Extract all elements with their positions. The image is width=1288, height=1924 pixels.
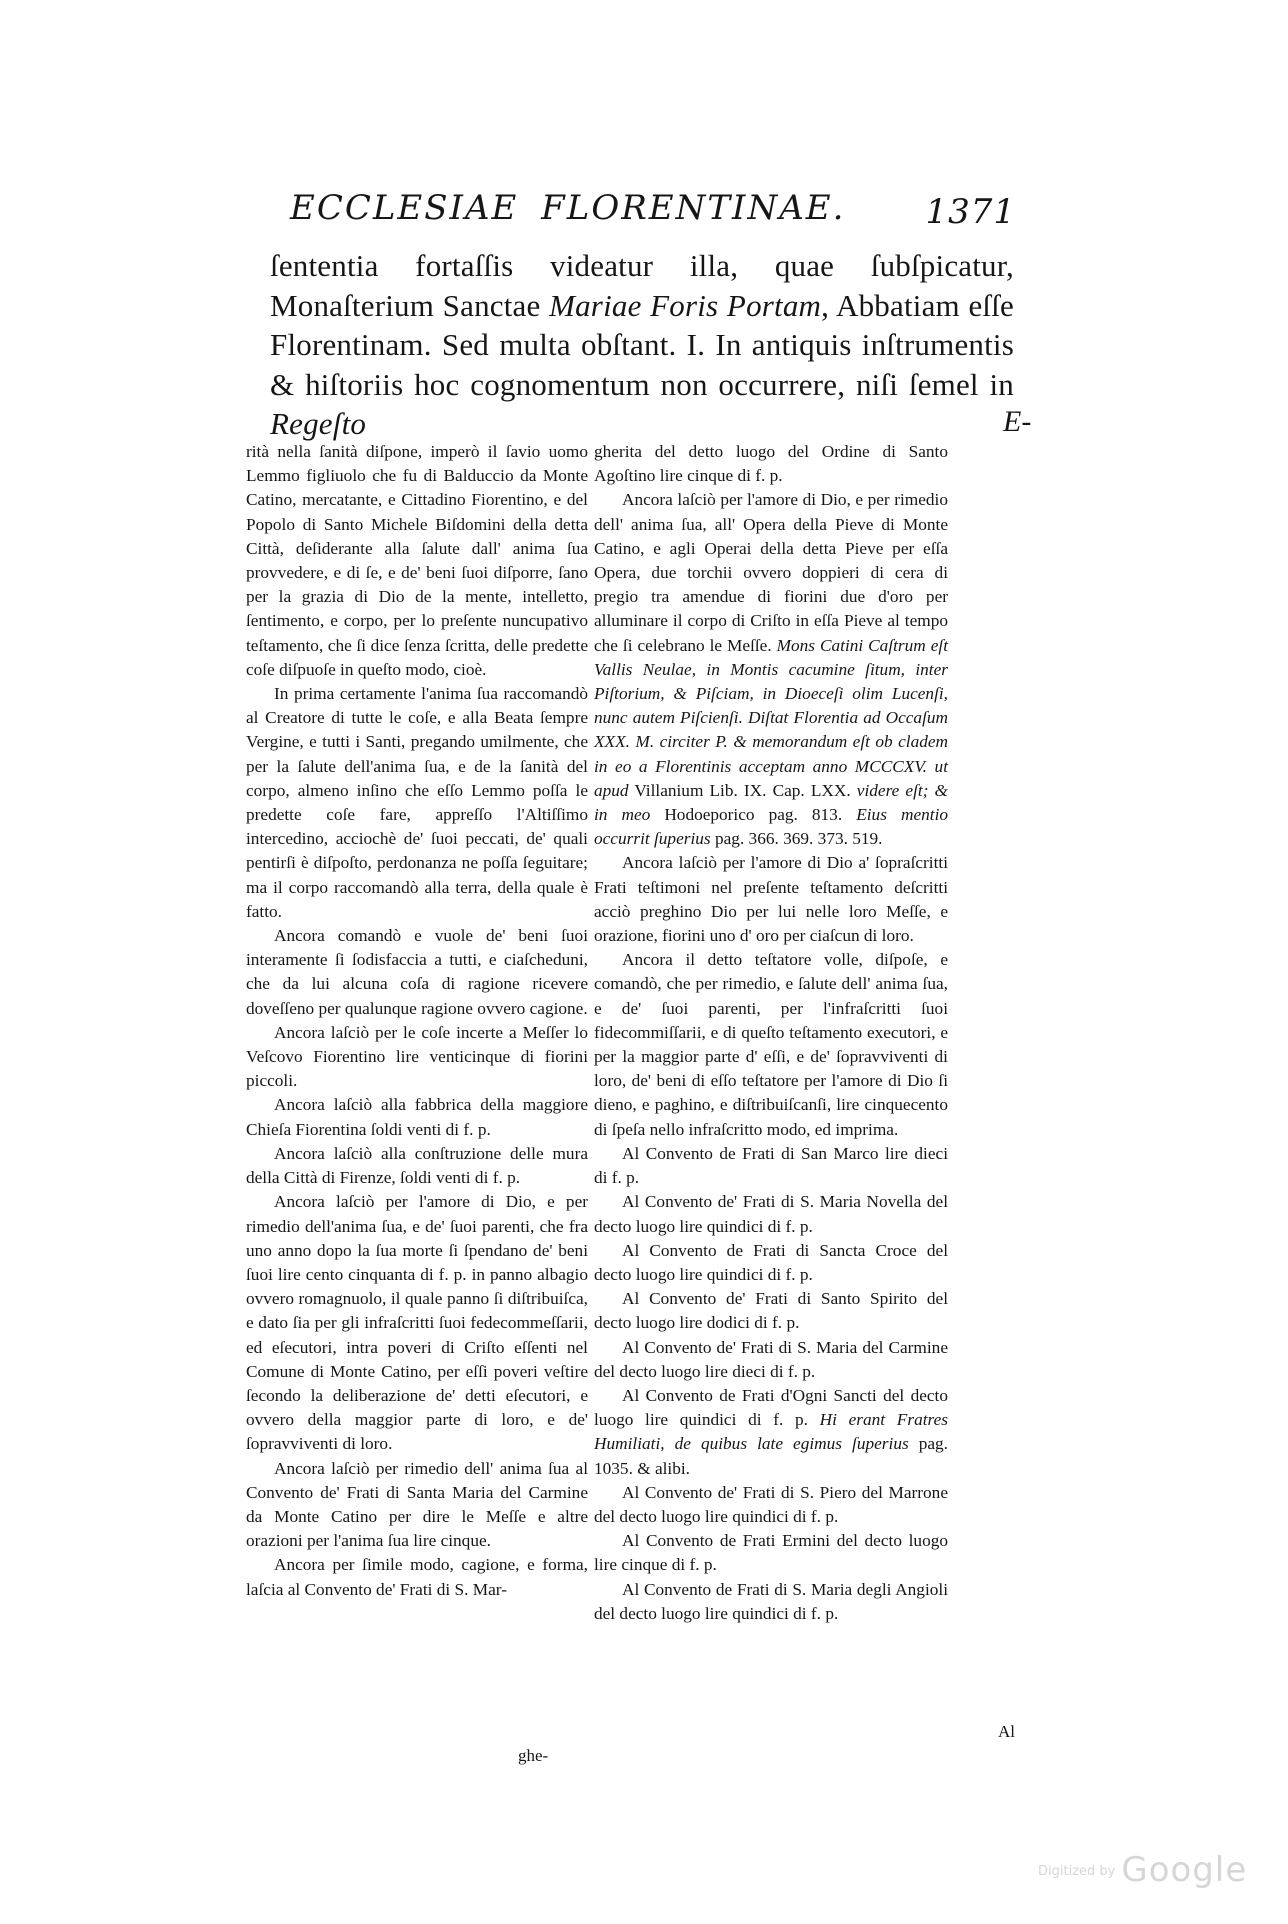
right-text: pag. 1035. & alibi.: [594, 1434, 948, 1478]
left-paragraph: Ancora laſciò alla fabbrica della maggiore Chieſa Fiorentina ſoldi venti di f. p.: [246, 1095, 588, 1139]
right-italic: videre eſt; & in meo: [594, 780, 948, 825]
right-text: pag. 366. 369. 373. 519.: [710, 829, 883, 849]
right-italic: Mons Catini Caſtrum eſt Vallis Neulae, in Montis cacumine ſitum, inter Piſtorium, & Piſciam, in Dioeceſi olim Lucenſi, nunc autem Piſcienſi. Diſtat Florentia ad Occaſum XXX. M. circiter P. & memorandum eſt ob cladem in eo a Florentinis acceptam anno MCCCXV. ut apud: [594, 635, 948, 800]
right-paragraph: Al Convento de Frati di Sancta Croce del decto luogo lire quindici di f. p.: [594, 1240, 948, 1284]
page-number: 1371: [925, 192, 1016, 232]
running-head: [290, 188, 1030, 238]
left-paragraph: Ancora laſciò per l'amore di Dio, e per rimedio dell'anima ſua, e de' ſuoi parenti, che fra uno anno dopo la ſua morte ſi ſpendano de' beni ſuoi lire cento cinquanta di f. p. in panno albagio ovvero romagnuolo, il quale panno ſi diſtribuiſca, e dato ſia per gli infraſcritti ſuoi fedecommeſſarii, ed eſecutori, intra poveri di Criſto eſſenti nel Comune di Monte Catino, per eſſi poveri veſtire ſecondo la deliberazione de' detti eſecutori, e ovvero della maggior parte di loro, e de' ſopravviventi di loro.: [246, 1192, 588, 1454]
intro-italic-1: Mariae Foris Portam: [549, 287, 822, 323]
right-paragraph: [594, 488, 948, 851]
watermark-prefix: Digitized by: [1038, 1864, 1116, 1879]
intro-italic-2: Regeſto: [270, 406, 367, 441]
intro-text-1: ſententia fortaſſis videatur illa, quae ſubſpicatur, Monaſterium Sanctae: [270, 248, 1014, 323]
right-italic: Eius mentio occurrit ſuperius: [594, 805, 949, 849]
watermark-brand: Google: [1121, 1850, 1248, 1890]
right-paragraph: Al Convento de Frati Ermini del decto luogo lire cinque di f. p.: [594, 1531, 948, 1575]
left-paragraph: Ancora laſciò per rimedio dell' anima ſua al Convento de' Frati di Santa Maria del Carmine da Monte Catino per dire le Meſſe e altre orazioni per l'anima ſua lire cinque.: [246, 1458, 588, 1551]
right-text: Al Convento de Frati d'Ogni Sancti del decto luogo lire quindici di f. p.: [594, 1385, 948, 1430]
left-paragraph: Ancora per ſimile modo, cagione, e forma, laſcia al Convento de' Frati di S. Mar-: [246, 1555, 588, 1599]
right-paragraph: Ancora laſciò per l'amore di Dio a' ſopraſcritti Frati teſtimoni nel preſente teſtamento deſcritti acciò preghino Dio per lui nelle loro Meſſe, e orazione, fiorini uno d' oro per ciaſcun di loro.: [594, 853, 948, 946]
right-paragraph: Ancora il detto teſtatore volle, diſpoſe, e comandò, che per rimedio, e ſalute dell' anima ſua, e de' ſuoi parenti, per l'infraſcritti ſuoi fidecommiſſarii, e di queſto teſtamento executori, e per la maggior parte d' eſſi, e de' ſopravviventi di loro, de' beni di eſſo teſtatore per l'amore di Dio ſi dieno, e paghino, e diſtribuiſcanſi, lire cinquecento di ſpeſa nello infraſcritto modo, ed imprima.: [594, 950, 948, 1139]
left-column: [246, 440, 588, 1602]
google-watermark: [1038, 1850, 1247, 1890]
right-paragraph: Al Convento de Frati di S. Maria degli Angioli del decto luogo lire quindici di f. p.: [594, 1579, 948, 1623]
left-paragraph: In prima certamente l'anima ſua raccomandò al Creatore di tutte le coſe, e alla Beata ſempre Vergine, e tutti i Santi, pregando umilmente, che per la ſalute dell'anima ſua, e de la ſanità del corpo, almeno inſino che eſſo Lemmo poſſa le predette coſe fare, appreſſo l'Altiſſimo intercedino, acciochè de' ſuoi peccati, de' quali pentirſi è diſpoſto, perdonanza ne poſſa ſeguitare; ma il corpo raccomandò alla terra, della quale è fatto.: [246, 684, 588, 921]
right-paragraph: Al Convento de' Frati di S. Maria Novella del decto luogo lire quindici di f. p.: [594, 1192, 948, 1236]
right-paragraph: Al Convento de' Frati di S. Piero del Marrone del decto luogo lire quindici di f. p.: [594, 1482, 948, 1526]
left-catchword: ghe-: [518, 1746, 549, 1765]
intro-catchword: E-: [1003, 405, 1032, 438]
left-paragraph: Ancora laſciò alla conſtruzione delle mura della Città di Firenze, ſoldi venti di f. p.: [246, 1143, 588, 1188]
right-text: Ancora laſciò per l'amore di Dio, e per rimedio dell' anima ſua, all' Opera della Pieve di Monte Catino, e agli Operai della detta Pieve per eſſa Opera, due torchii ovvero doppieri di cera di pregio tra amendue di fiorini due d'oro per alluminare il corpo di Criſto in eſſa Pieve al tempo che ſi celebrano le Meſſe.: [594, 490, 948, 655]
running-title: ECCLESIAE FLORENTINAE.: [290, 188, 846, 228]
right-paragraph: Al Convento de' Frati di Santo Spirito del decto luogo lire dodici di f. p.: [594, 1289, 948, 1333]
left-paragraph: rità nella ſanità diſpone, imperò il ſavio uomo Lemmo figliuolo che fu di Balduccio da Monte Catino, mercatante, e Cittadino Fiorentino, e del Popolo di Santo Michele Biſdomini della detta Città, deſiderante alla ſalute dall' anima ſua provvedere, e di ſe, e de' beni ſuoi diſporre, ſano per la grazia di Dio de la mente, intelletto, ſentimento, e corpo, per lo preſente nuncupativo teſtamento, che ſi dice ſenza ſcritta, delle predette coſe diſpuoſe in queſto modo, cioè.: [246, 442, 588, 679]
right-paragraph: Al Convento de' Frati di S. Maria del Carmine del decto luogo lire dieci di f. p.: [594, 1337, 948, 1381]
left-paragraph: Ancora comandò e vuole de' beni ſuoi interamente ſi ſodisfaccia a tutti, e ciaſcheduni, che da lui alcuna coſa di ragione ricevere doveſſeno per qualunque ragione ovvero cagione.: [246, 926, 588, 1018]
left-paragraph: Ancora laſciò per le coſe incerte a Meſſer lo Veſcovo Fiorentino lire venticinque di fiorini piccoli.: [246, 1022, 588, 1091]
right-italic: Hi erant Fratres Humiliati, de quibus late egimus ſuperius: [594, 1410, 948, 1454]
right-paragraph: Al Convento de Frati di San Marco lire dieci di f. p.: [594, 1143, 948, 1188]
intro-text-2: , Abbatiam eſſe Florentinam. Sed multa obſtant. I. In antiquis inſtrumentis & hiſtoriis hoc cognomentum non occurrere, niſi ſemel in: [270, 287, 1014, 402]
intro-paragraph: [270, 246, 1014, 444]
right-column: [594, 440, 948, 1626]
right-text: Villanium Lib. IX. Cap. LXX.: [628, 780, 857, 800]
right-text: Hodoeporico pag. 813.: [650, 805, 857, 825]
right-paragraph: [594, 1384, 948, 1481]
right-paragraph: gherita del detto luogo del Ordine di Santo Agoſtino lire cinque di f. p.: [594, 442, 948, 486]
right-catchword: Al: [998, 1722, 1015, 1741]
